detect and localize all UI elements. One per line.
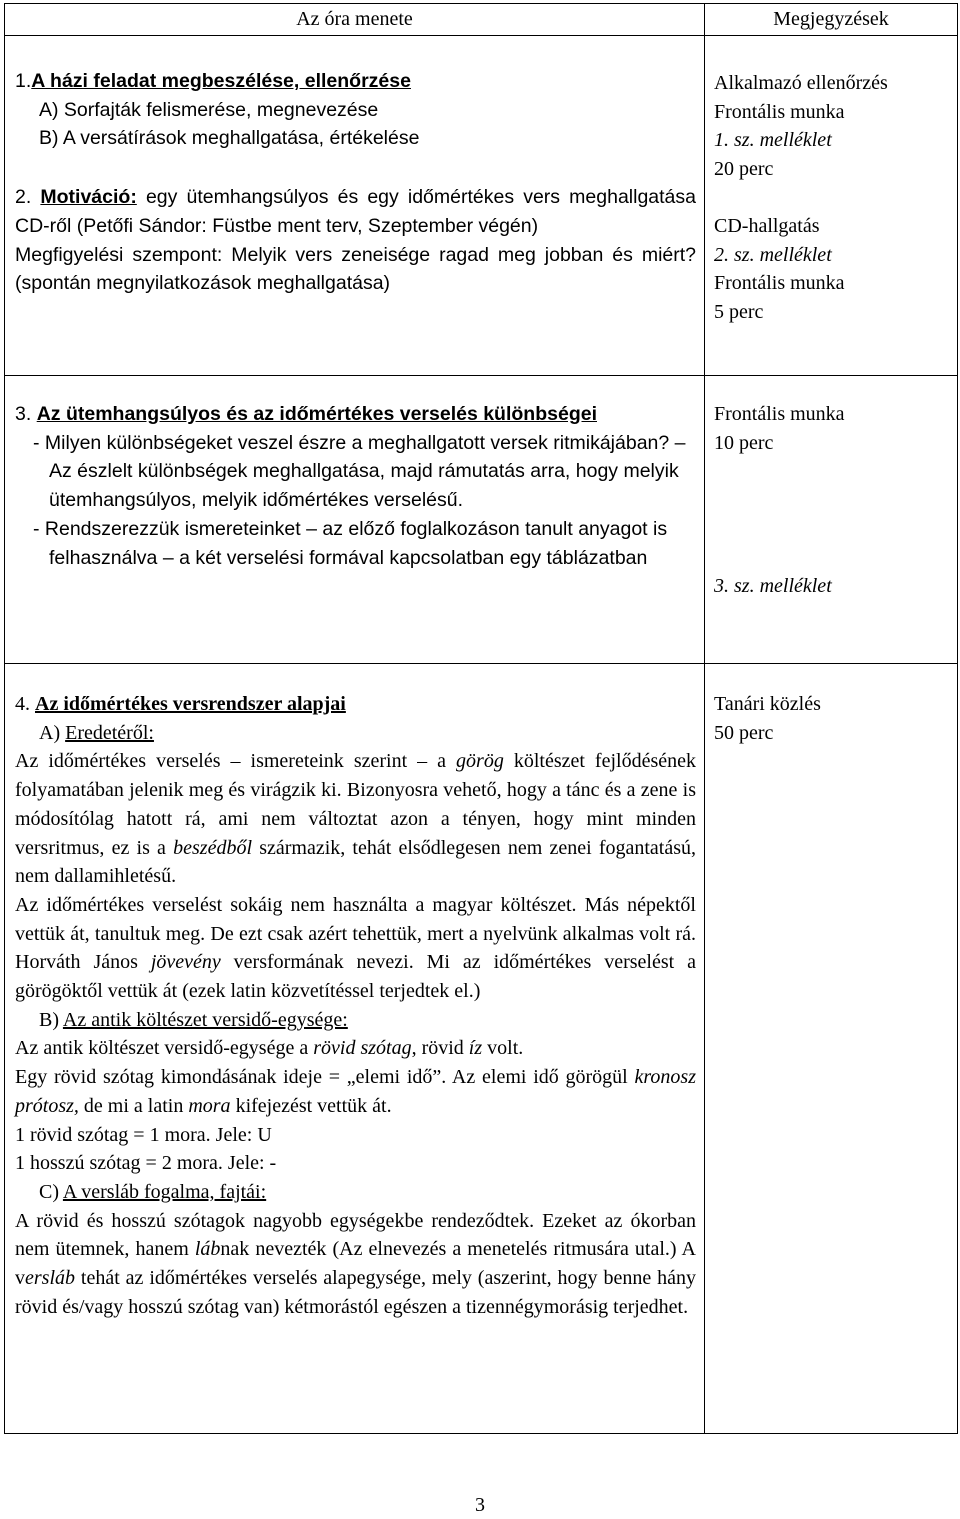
note-line: 3. sz. melléklet xyxy=(714,575,832,598)
list-item: A) Sorfajták felismerése, megnevezése xyxy=(39,98,379,121)
note-line: Frontális munka xyxy=(714,403,845,425)
header-lesson-flow: Az óra menete xyxy=(5,4,705,36)
section-4-title: Az időmértékes versrendszer alapjai xyxy=(35,693,346,715)
list-item: - Rendszerezzük ismereteinket – az előző foglalkozáson tanult anyagot is felhasználva – a két verselési formával kapcsolatban egy táblázatban xyxy=(33,517,668,569)
note-line: CD-hallgatás xyxy=(714,214,820,237)
flow-cell-4 xyxy=(5,664,705,1434)
table-row xyxy=(5,664,958,1434)
subsection-a-paragraph-1: Az időmértékes verselés – ismereteink szerint – a görög költészet fejlődésének folyamatában jelenik meg és virágzik ki. Bizonyosra vehető, hogy a tánc és a zene is módosítólag hatott rá, ami nem változtat azon a tényen, hogy mint minden versritmus, ez is a beszédből származik, tehát elsődlegesen nem zenei fogantatású, nem dallamihletésű. xyxy=(15,750,697,888)
note-line: 1. sz. melléklet xyxy=(714,129,832,152)
note-line: 5 perc xyxy=(714,300,764,323)
section-2-paragraph: 2. Motiváció: egy ütemhangsúlyos és egy időmértékes vers meghallgatása CD-ről (Petőfi Sándor: Füstbe ment terv, Szeptember végén) xyxy=(15,186,696,237)
notes-cell-1 xyxy=(705,36,958,376)
section-1-title: A házi feladat megbeszélése, ellenőrzése xyxy=(31,70,411,92)
section-3-title: Az ütemhangsúlyos és az időmértékes verselés különbségei xyxy=(36,403,597,425)
subsection-a-heading: A) Eredetéről: xyxy=(39,721,154,744)
subsection-c-heading: C) A versláb fogalma, fajtái: xyxy=(39,1180,267,1203)
list-item: - Milyen különbségeket veszel észre a meghallgatott versek ritmikájában? – Az észlelt különbségek meghallgatása, majd rámutatás arra, hogy melyik ütemhangsúlyos, melyik időmértékes verselésű. xyxy=(33,431,686,512)
subsection-b-heading: B) Az antik költészet versidő-egysége: xyxy=(39,1008,348,1031)
mora-long: 1 hosszú szótag = 2 mora. Jele: - xyxy=(15,1152,277,1175)
list-item: B) A versátírások meghallgatása, értékelése xyxy=(39,127,420,150)
section-4-heading: 4. Az időmértékes versrendszer alapjai xyxy=(15,693,346,715)
subsection-c-paragraph: A rövid és hosszú szótagok nagyobb egységekbe rendeződtek. Ezeket az ókorban nem ütemnek, hanem lábnak nevezték (Az elnevezés a menetelés ritmusára utal.) A versláb tehát az időmértékes verselés alapegysége, mely (aszerint, hogy benne hány rövid és/vagy hosszú szótag van) kétmorástól egészen a tizennégymorásig terjedhet. xyxy=(15,1209,696,1318)
mora-short: 1 rövid szótag = 1 mora. Jele: U xyxy=(15,1123,272,1146)
section-2-criteria: Megfigyelési szempont: Melyik vers zeneisége ragad meg jobban és miért? (spontán megnyilatkozások meghallgatása) xyxy=(15,243,696,295)
note-line: Frontális munka xyxy=(714,272,845,295)
table-header-row xyxy=(5,4,958,36)
note-line: Tanári közlés xyxy=(714,693,821,715)
table-row xyxy=(5,36,958,376)
note-line: Frontális munka xyxy=(714,100,845,123)
note-line: 50 perc xyxy=(714,721,774,744)
note-line: 20 perc xyxy=(714,158,774,181)
note-line: 2. sz. melléklet xyxy=(714,243,832,266)
subsection-b-paragraph-2: Egy rövid szótag kimondásának ideje = „elemi idő”. Az elemi idő görögül kronosz prótosz, de mi a latin mora kifejezést vettük át. xyxy=(15,1066,696,1117)
flow-cell-3 xyxy=(5,376,705,664)
header-notes: Megjegyzések xyxy=(705,4,958,36)
section-3-heading: 3. Az ütemhangsúlyos és az időmértékes verselés különbségei xyxy=(15,403,597,425)
table-row xyxy=(5,376,958,664)
lesson-plan-table xyxy=(4,3,958,1434)
subsection-a-paragraph-2: Az időmértékes verselést sokáig nem használta a magyar költészet. Más népektől vettük át, tanultuk meg. De ezt csak azért tehettük, mert a nyelvünk alkalmas volt rá. Horváth János jövevény versformának nevezi. Mi az időmértékes verselést a görögöktől vettük át (ezek latin közvetítéssel terjedtek el.) xyxy=(15,893,696,1003)
page-number: 3 xyxy=(475,1494,485,1516)
section-1-heading: 1.A házi feladat megbeszélése, ellenőrzése xyxy=(15,70,411,92)
notes-cell-4 xyxy=(705,664,958,1434)
subsection-b-paragraph-1: Az antik költészet versidő-egysége a rövid szótag, rövid íz volt. xyxy=(15,1037,524,1060)
note-line: Alkalmazó ellenőrzés xyxy=(714,72,888,94)
note-line: 10 perc xyxy=(714,431,774,454)
flow-cell-1 xyxy=(5,36,705,376)
section-2-title: Motiváció: xyxy=(40,186,137,209)
notes-cell-3 xyxy=(705,376,958,664)
